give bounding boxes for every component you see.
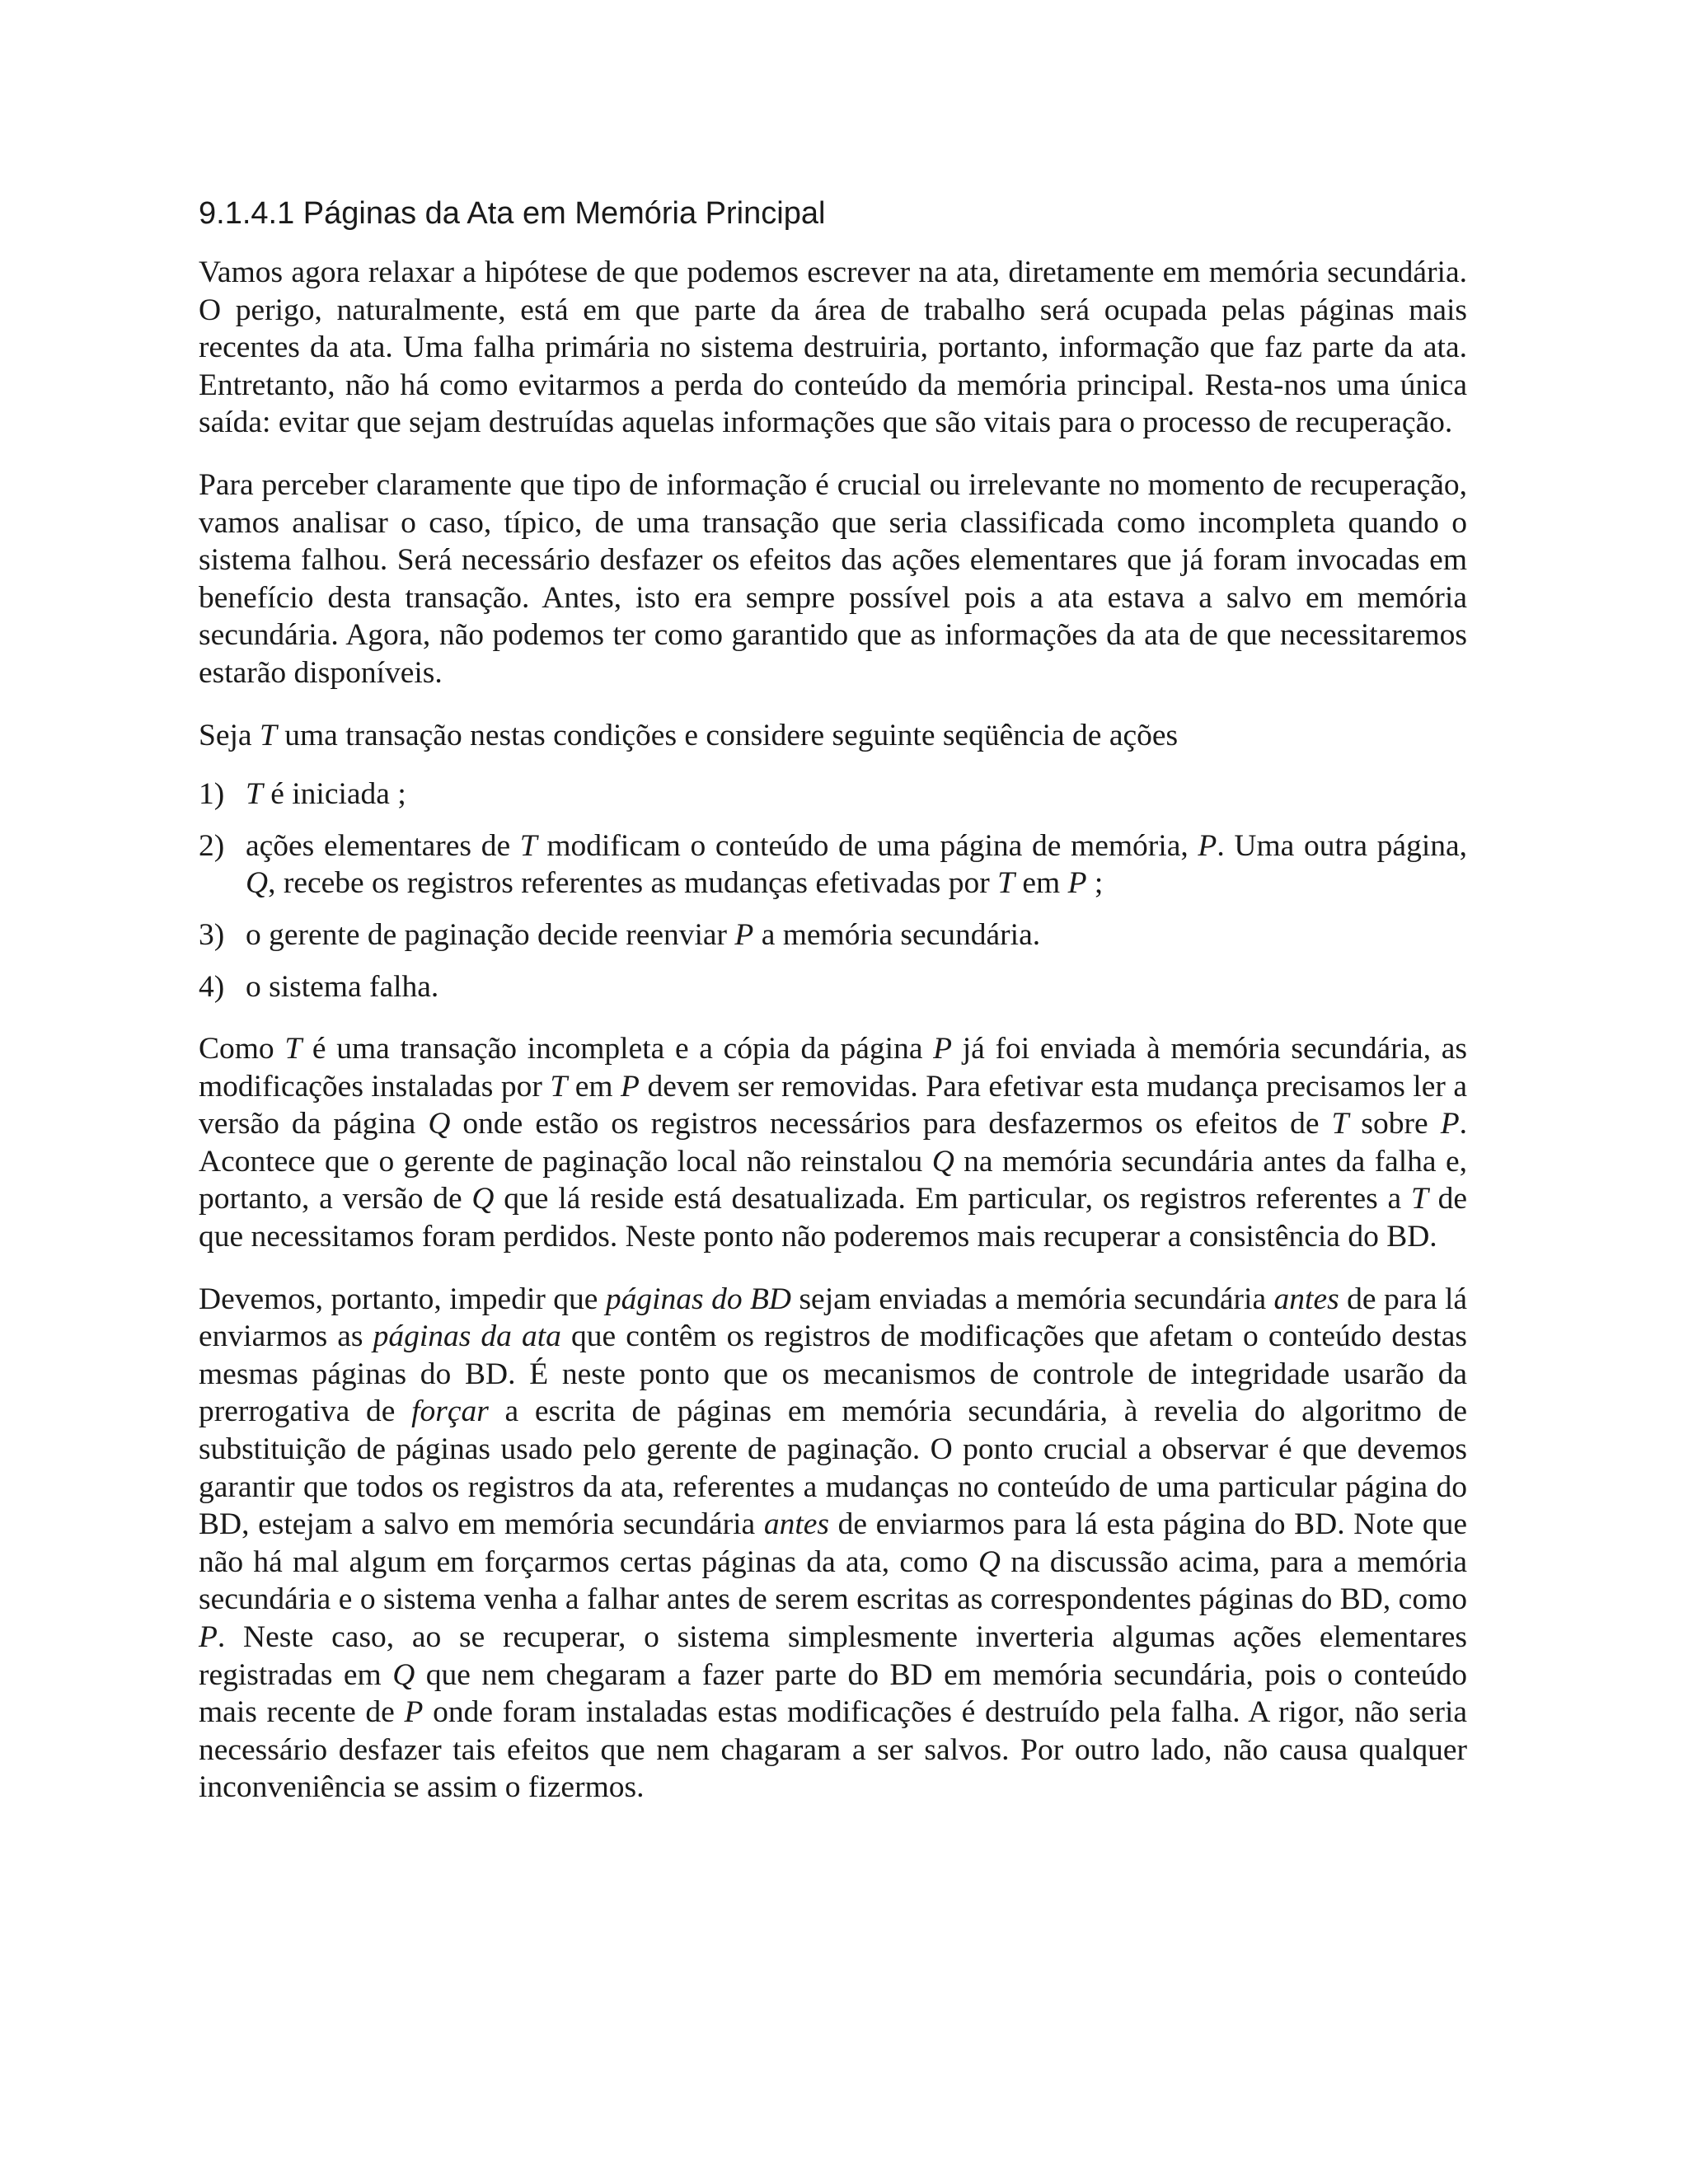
paragraph-3: Seja T uma transação nestas condições e considere seguinte seqüência de ações [199,718,1179,752]
list-item: 1) T é iniciada ; [199,776,1467,813]
list-item-number: 3) [199,917,225,952]
paragraph-1: Vamos agora relaxar a hipótese de que podemos escrever na ata, diretamente em memória secundária. O perigo, naturalmente, está em que parte da área de trabalho será ocupada pelas páginas mais recentes da ata. Uma falha primária no sistema destruiria, portanto, informação que faz parte da ata. Entretanto, não há como evitarmos a perda do conteúdo da memória principal. Resta-nos uma única saída: evitar que sejam destruídas aquelas informações que são vitais para o processo de recuperação. [199,255,1467,440]
paragraph-4: Como T é uma transação incompleta e a cópia da página P já foi enviada à memória secundária, as modificações instaladas por T em P devem ser removidas. Para efetivar esta mudança precisamos ler a versão da página Q onde estão os registros necessários para desfazermos os efeitos de T sobre P. Acontece que o gerente de paginação local não reinstalou Q na memória secundária antes da falha e, portanto, a versão de Q que lá reside está desatualizada. Em particular, os registros referentes a T de que necessitamos foram perdidos. Neste ponto não poderemos mais recuperar a consistência do BD. [199,1032,1468,1254]
list-item: 4) o sistema falha. [199,968,1467,1006]
paragraph-2: Para perceber claramente que tipo de informação é crucial ou irrelevante no momento de recuperação, vamos analisar o caso, típico, de uma transação que seria classificada como incompleta quando o sistema falhou. Será necessário desfazer os efeitos das ações elementares que já foram invocadas em benefício desta transação. Antes, isto era sempre possível pois a ata estava a salvo em memória secundária. Agora, não podemos ter como garantido que as informações da ata de que necessitaremos estarão disponíveis. [199,467,1467,690]
section-heading: 9.1.4.1 Páginas da Ata em Memória Principal [199,196,826,231]
paragraph-5: Devemos, portanto, impedir que páginas do BD sejam enviadas a memória secundária antes de para lá enviarmos as páginas da ata que contêm os registros de modificações que afetam o conteúdo destas mesmas páginas do BD. É neste ponto que os mecanismos de controle de integridade usarão da prerrogativa de forçar a escrita de páginas em memória secundária, à revelia do algoritmo de substituição de páginas usado pelo gerente de paginação. O ponto crucial a observar é que devemos garantir que todos os registros da ata, referentes a mudanças no conteúdo de uma particular página do BD, estejam a salvo em memória secundária antes de enviarmos para lá esta página do BD. Note que não há mal algum em forçarmos certas páginas da ata, como Q na discussão acima, para a memória secundária e o sistema venha a falhar antes de serem escritas as correspondentes páginas do BD, como P. Neste caso, ao se recuperar, o sistema simplesmente inverteria algumas ações elementares registradas em Q que nem chegaram a fazer parte do BD em memória secundária, pois o conteúdo mais recente de P onde foram instaladas estas modificações é destruído pela falha. A rigor, não seria necessário desfazer tais efeitos que nem chagaram a ser salvos. Por outro lado, não causa qualquer inconveniência se assim o fizermos. [199,1282,1468,1805]
list-item-number: 2) [199,828,225,863]
list-item-number: 4) [199,969,225,1004]
document-page [199,194,1467,1831]
action-sequence-list [199,776,1467,1005]
list-item-number: 1) [199,777,225,812]
list-item: 3) o gerente de paginação decide reenviar P a memória secundária. [199,916,1467,954]
list-item: 2) ações elementares de T modificam o conteúdo de uma página de memória, P. Uma outra página, Q, recebe os registros referentes as mudanças efetivadas por T em P ; [199,828,1468,901]
